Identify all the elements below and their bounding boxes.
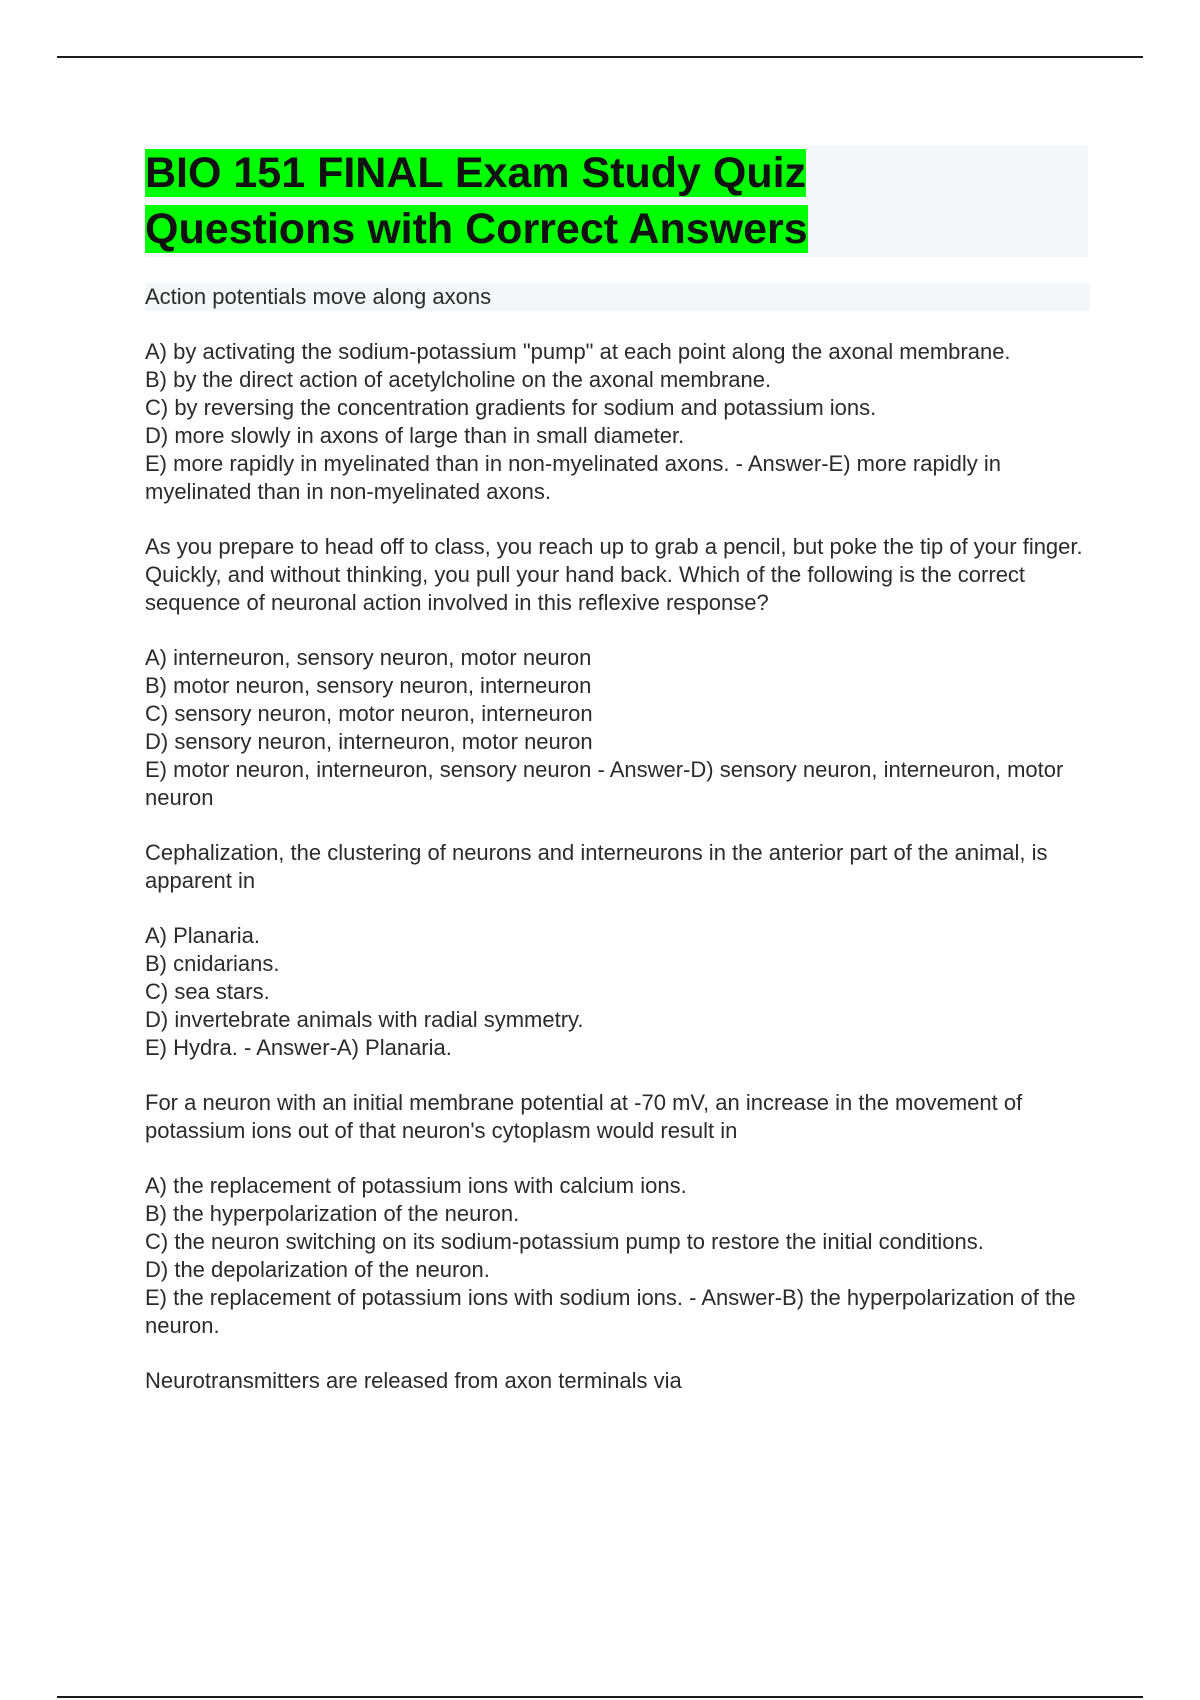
option-a: A) by activating the sodium-potassium "pump" at each point along the axonal membrane.	[145, 339, 1011, 364]
title-line-2: Questions with Correct Answers	[145, 205, 808, 253]
option-a: A) Planaria.	[145, 923, 260, 948]
option-d: D) sensory neuron, interneuron, motor neuron	[145, 729, 593, 754]
options-block	[145, 1172, 1090, 1340]
footer-rule	[57, 1696, 1143, 1698]
question-list	[145, 283, 1090, 1422]
option-c: C) by reversing the concentration gradients for sodium and potassium ions.	[145, 395, 877, 420]
option-e-answer: E) Hydra. - Answer-A) Planaria.	[145, 1035, 452, 1060]
option-d: D) more slowly in axons of large than in small diameter.	[145, 423, 685, 448]
option-c: C) sensory neuron, motor neuron, interneuron	[145, 701, 593, 726]
options-block	[145, 922, 1090, 1062]
option-b: B) the hyperpolarization of the neuron.	[145, 1201, 520, 1226]
question-block	[145, 533, 1090, 617]
options-block	[145, 644, 1090, 812]
option-d: D) the depolarization of the neuron.	[145, 1257, 490, 1282]
question-block	[145, 283, 1090, 311]
question-prompt: Cephalization, the clustering of neurons and interneurons in the anterior part of the animal, is apparent in	[145, 840, 1048, 893]
option-b: B) cnidarians.	[145, 951, 280, 976]
question-prompt: For a neuron with an initial membrane potential at -70 mV, an increase in the movement of potassium ions out of that neuron's cytoplasm would result in	[145, 1090, 1023, 1143]
option-b: B) motor neuron, sensory neuron, interneuron	[145, 673, 592, 698]
title-line-1: BIO 151 FINAL Exam Study Quiz	[145, 149, 807, 197]
option-a: A) the replacement of potassium ions with calcium ions.	[145, 1173, 687, 1198]
question-block	[145, 1367, 1090, 1395]
options-block	[145, 338, 1090, 506]
option-e-answer: E) more rapidly in myelinated than in non-myelinated axons. - Answer-E) more rapidly in myelinated than in non-myelinated axons.	[145, 451, 1001, 504]
option-c: C) sea stars.	[145, 979, 270, 1004]
question-prompt: Neurotransmitters are released from axon terminals via	[145, 1368, 682, 1393]
option-c: C) the neuron switching on its sodium-potassium pump to restore the initial conditions.	[145, 1229, 984, 1254]
question-prompt: Action potentials move along axons	[145, 283, 1090, 311]
option-b: B) by the direct action of acetylcholine on the axonal membrane.	[145, 367, 772, 392]
page-title	[145, 149, 808, 253]
option-d: D) invertebrate animals with radial symmetry.	[145, 1007, 584, 1032]
question-prompt: As you prepare to head off to class, you reach up to grab a pencil, but poke the tip of your finger. Quickly, and without thinking, you pull your hand back. Which of the following is the correct sequence of neuronal action involved in this reflexive response?	[145, 534, 1083, 615]
question-block	[145, 1089, 1090, 1145]
title-block	[145, 145, 1088, 257]
option-e-answer: E) motor neuron, interneuron, sensory neuron - Answer-D) sensory neuron, interneuron, motor neuron	[145, 757, 1064, 810]
option-e-answer: E) the replacement of potassium ions with sodium ions. - Answer-B) the hyperpolarization of the neuron.	[145, 1285, 1076, 1338]
question-block	[145, 839, 1090, 895]
header-rule	[57, 56, 1143, 58]
option-a: A) interneuron, sensory neuron, motor neuron	[145, 645, 592, 670]
